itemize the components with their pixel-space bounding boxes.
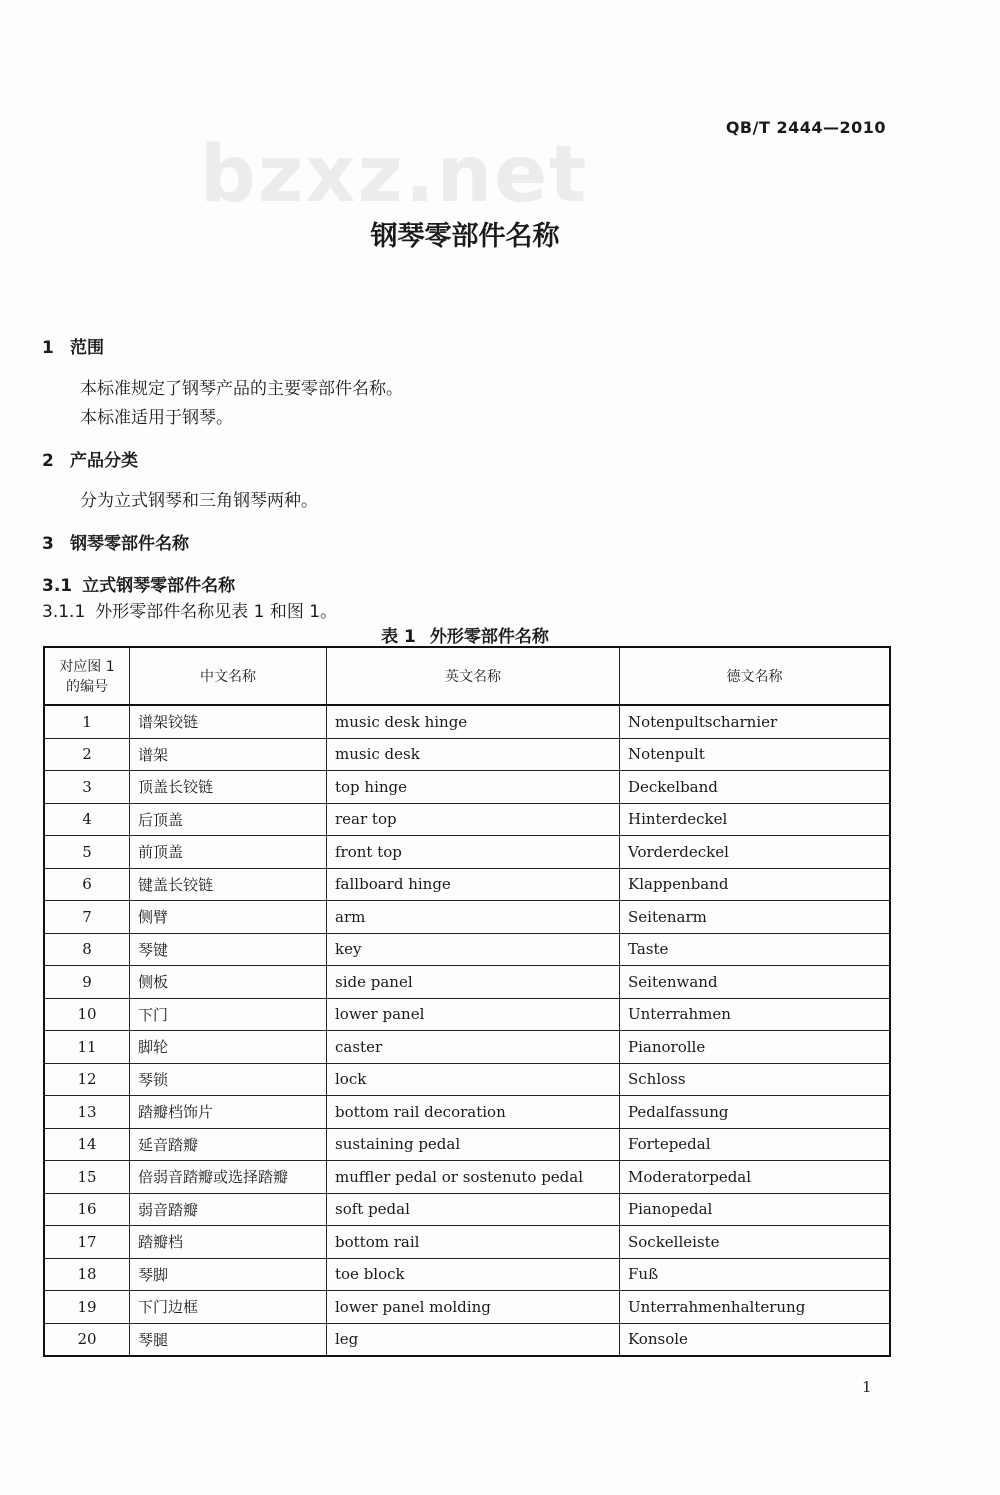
table-row xyxy=(44,1323,890,1356)
german-name: Konsole xyxy=(620,1323,891,1356)
english-name: rear top xyxy=(327,803,620,836)
row-number: 12 xyxy=(44,1063,130,1096)
english-name: front top xyxy=(327,836,620,869)
german-name: Klappenband xyxy=(620,868,891,901)
section-2-heading xyxy=(42,446,138,471)
header-figure-number: 对应图 1 的编号 xyxy=(44,647,130,705)
row-number: 2 xyxy=(44,738,130,771)
section-1-heading xyxy=(42,333,104,358)
table-row xyxy=(44,1291,890,1324)
german-name: Taste xyxy=(620,933,891,966)
row-number: 18 xyxy=(44,1258,130,1291)
english-name: side panel xyxy=(327,966,620,999)
subsection-title: 立式钢琴零部件名称 xyxy=(82,576,236,596)
row-number: 14 xyxy=(44,1128,130,1161)
row-number: 10 xyxy=(44,998,130,1031)
german-name: Moderatorpedal xyxy=(620,1161,891,1194)
subsection-text: 外形零部件名称见表 1 和图 1。 xyxy=(95,602,338,622)
german-name: Unterrahmen xyxy=(620,998,891,1031)
chinese-name: 前顶盖 xyxy=(130,836,327,869)
german-name: Sockelleiste xyxy=(620,1226,891,1259)
chinese-name: 顶盖长铰链 xyxy=(130,771,327,804)
row-number: 11 xyxy=(44,1031,130,1064)
header-chinese-name: 中文名称 xyxy=(130,647,327,705)
chinese-name: 琴键 xyxy=(130,933,327,966)
table-row xyxy=(44,868,890,901)
chinese-name: 延音踏瓣 xyxy=(130,1128,327,1161)
chinese-name: 琴腿 xyxy=(130,1323,327,1356)
parts-table xyxy=(43,646,891,1357)
english-name: leg xyxy=(327,1323,620,1356)
german-name: Fuß xyxy=(620,1258,891,1291)
german-name: Seitenwand xyxy=(620,966,891,999)
table-row xyxy=(44,705,890,738)
section-number: 2 xyxy=(42,451,54,471)
english-name: bottom rail xyxy=(327,1226,620,1259)
section-number: 3 xyxy=(42,534,54,554)
table-row xyxy=(44,836,890,869)
german-name: Notenpultscharnier xyxy=(620,705,891,738)
english-name: key xyxy=(327,933,620,966)
row-number: 7 xyxy=(44,901,130,934)
english-name: top hinge xyxy=(327,771,620,804)
table-header-row xyxy=(44,647,890,705)
table-row xyxy=(44,771,890,804)
chinese-name: 踏瓣档饰片 xyxy=(130,1096,327,1129)
table-row xyxy=(44,1031,890,1064)
english-name: arm xyxy=(327,901,620,934)
table-title: 外形零部件名称 xyxy=(429,627,549,647)
section-title: 产品分类 xyxy=(70,451,138,471)
german-name: Pianorolle xyxy=(620,1031,891,1064)
english-name: lower panel molding xyxy=(327,1291,620,1324)
table-body xyxy=(44,705,890,1356)
table-row xyxy=(44,1096,890,1129)
chinese-name: 后顶盖 xyxy=(130,803,327,836)
table-number: 表 1 xyxy=(381,627,416,647)
subsection-3-1-heading xyxy=(42,571,235,596)
row-number: 5 xyxy=(44,836,130,869)
row-number: 17 xyxy=(44,1226,130,1259)
paragraph: 本标准适用于钢琴。 xyxy=(80,408,233,428)
subsection-number: 3.1 xyxy=(42,576,73,596)
row-number: 16 xyxy=(44,1193,130,1226)
chinese-name: 键盖长铰链 xyxy=(130,868,327,901)
table-row xyxy=(44,1161,890,1194)
row-number: 8 xyxy=(44,933,130,966)
german-name: Fortepedal xyxy=(620,1128,891,1161)
row-number: 15 xyxy=(44,1161,130,1194)
chinese-name: 脚轮 xyxy=(130,1031,327,1064)
chinese-name: 谱架铰链 xyxy=(130,705,327,738)
english-name: toe block xyxy=(327,1258,620,1291)
section-title: 范围 xyxy=(70,338,104,358)
english-name: soft pedal xyxy=(327,1193,620,1226)
german-name: Pedalfassung xyxy=(620,1096,891,1129)
table-row xyxy=(44,933,890,966)
english-name: music desk xyxy=(327,738,620,771)
english-name: caster xyxy=(327,1031,620,1064)
chinese-name: 踏瓣档 xyxy=(130,1226,327,1259)
chinese-name: 下门 xyxy=(130,998,327,1031)
english-name: lock xyxy=(327,1063,620,1096)
german-name: Pianopedal xyxy=(620,1193,891,1226)
header-german-name: 德文名称 xyxy=(620,647,891,705)
table-row xyxy=(44,738,890,771)
table-row xyxy=(44,966,890,999)
german-name: Schloss xyxy=(620,1063,891,1096)
chinese-name: 琴锁 xyxy=(130,1063,327,1096)
table-row xyxy=(44,1193,890,1226)
english-name: music desk hinge xyxy=(327,705,620,738)
section-number: 1 xyxy=(42,338,54,358)
table-row xyxy=(44,1226,890,1259)
table-row xyxy=(44,1258,890,1291)
english-name: sustaining pedal xyxy=(327,1128,620,1161)
table-row xyxy=(44,1063,890,1096)
english-name: muffler pedal or sostenuto pedal xyxy=(327,1161,620,1194)
standard-number: QB/T 2444—2010 xyxy=(725,118,886,137)
table-row xyxy=(44,998,890,1031)
row-number: 9 xyxy=(44,966,130,999)
german-name: Vorderdeckel xyxy=(620,836,891,869)
table-row xyxy=(44,1128,890,1161)
page-number: 1 xyxy=(862,1378,872,1396)
watermark: bzxz.net xyxy=(200,130,589,220)
section-3-heading xyxy=(42,529,189,554)
table-caption xyxy=(0,622,930,647)
row-number: 6 xyxy=(44,868,130,901)
row-number: 13 xyxy=(44,1096,130,1129)
paragraph: 本标准规定了钢琴产品的主要零部件名称。 xyxy=(80,379,403,399)
chinese-name: 倍弱音踏瓣或选择踏瓣 xyxy=(130,1161,327,1194)
english-name: bottom rail decoration xyxy=(327,1096,620,1129)
chinese-name: 弱音踏瓣 xyxy=(130,1193,327,1226)
subsection-number: 3.1.1 xyxy=(42,602,86,622)
row-number: 20 xyxy=(44,1323,130,1356)
german-name: Seitenarm xyxy=(620,901,891,934)
section-title: 钢琴零部件名称 xyxy=(70,534,189,554)
row-number: 3 xyxy=(44,771,130,804)
paragraph: 分为立式钢琴和三角钢琴两种。 xyxy=(80,491,318,511)
chinese-name: 侧板 xyxy=(130,966,327,999)
german-name: Deckelband xyxy=(620,771,891,804)
header-english-name: 英文名称 xyxy=(327,647,620,705)
row-number: 19 xyxy=(44,1291,130,1324)
subsection-3-1-1 xyxy=(42,597,337,622)
german-name: Unterrahmenhalterung xyxy=(620,1291,891,1324)
german-name: Notenpult xyxy=(620,738,891,771)
chinese-name: 谱架 xyxy=(130,738,327,771)
chinese-name: 侧臂 xyxy=(130,901,327,934)
document-title: 钢琴零部件名称 xyxy=(370,221,560,252)
chinese-name: 下门边框 xyxy=(130,1291,327,1324)
german-name: Hinterdeckel xyxy=(620,803,891,836)
row-number: 4 xyxy=(44,803,130,836)
english-name: lower panel xyxy=(327,998,620,1031)
table-row xyxy=(44,901,890,934)
chinese-name: 琴脚 xyxy=(130,1258,327,1291)
english-name: fallboard hinge xyxy=(327,868,620,901)
row-number: 1 xyxy=(44,705,130,738)
table-row xyxy=(44,803,890,836)
